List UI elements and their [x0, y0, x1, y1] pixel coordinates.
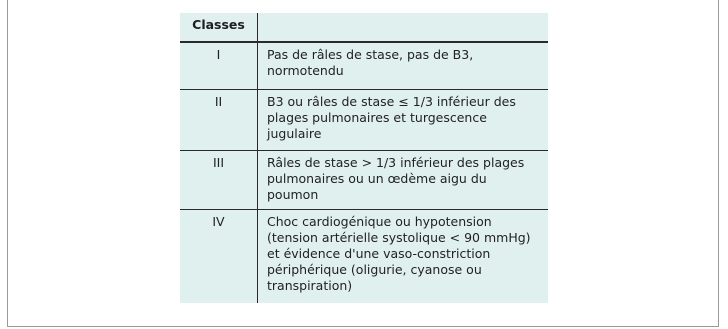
row-class-label: I	[180, 43, 258, 89]
row-class-label: II	[180, 90, 258, 150]
table-row	[180, 210, 548, 303]
header-description	[258, 13, 548, 41]
table-header-row	[180, 13, 548, 43]
row-description: Râles de stase > 1/3 inférieur des plages pulmonaires ou un œdème aigu du poumon	[267, 155, 525, 202]
classification-table	[180, 13, 548, 303]
row-description: Pas de râles de stase, pas de B3, normotendu	[267, 47, 474, 78]
row-class-label: III	[180, 151, 258, 209]
table-row	[180, 43, 548, 90]
table-row	[180, 90, 548, 151]
header-classes: Classes	[180, 13, 258, 41]
row-description: Choc cardiogénique ou hypotension (tension artérielle systolique < 90 mmHg) et évidence d'une vaso-constriction périphérique (oligurie, cyanose ou transpiration)	[267, 214, 531, 293]
table-row	[180, 151, 548, 210]
row-description: B3 ou râles de stase ≤ 1/3 inférieur des plages pulmonaires et turgescence jugulaire	[267, 94, 516, 141]
row-class-label: IV	[180, 210, 258, 303]
